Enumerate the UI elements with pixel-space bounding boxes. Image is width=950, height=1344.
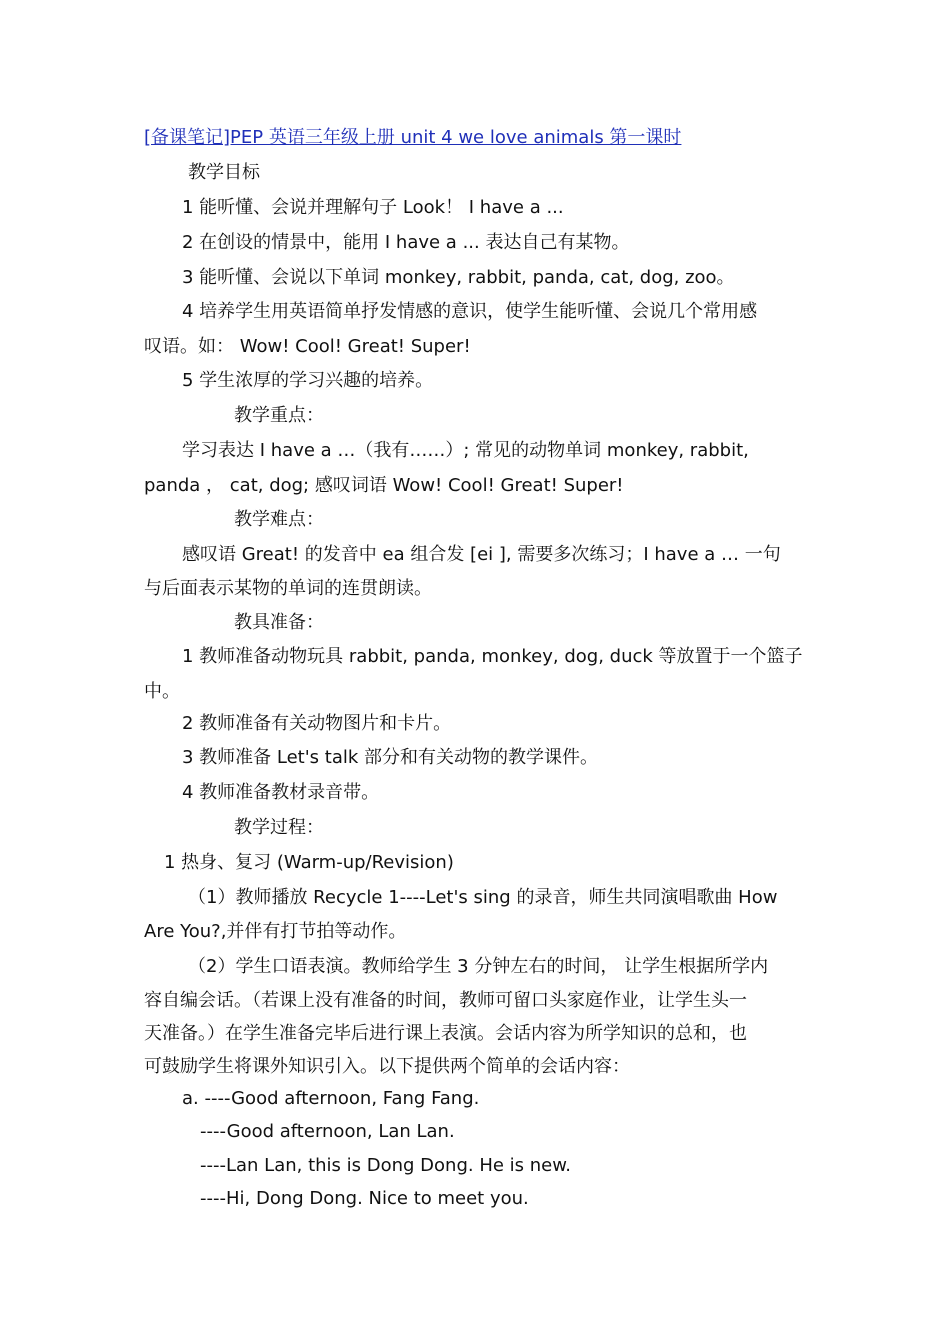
dialogue-line: ----Good afternoon, Lan Lan. xyxy=(200,1121,455,1142)
section-heading-process: 教学过程： xyxy=(234,817,324,838)
material-line: 中。 xyxy=(144,681,180,702)
difficulty-line: 感叹语 Great! 的发音中 ea 组合发 [ei ], 需要多次练习；I have a … 一句 xyxy=(182,544,781,565)
process-line: （2）学生口语表演。教师给学生 3 分钟左右的时间， 让学生根据所学内 xyxy=(188,956,769,977)
dialogue-line: ----Lan Lan, this is Dong Dong. He is new. xyxy=(200,1155,572,1176)
difficulty-line: 与后面表示某物的单词的连贯朗读。 xyxy=(144,578,432,599)
objective-line: 叹语。如： Wow! Cool! Great! Super! xyxy=(144,336,471,357)
dialogue-line: ----Hi, Dong Dong. Nice to meet you. xyxy=(200,1188,529,1209)
dialogue-line: a. ----Good afternoon, Fang Fang. xyxy=(182,1088,480,1109)
process-line: （1）教师播放 Recycle 1----Let's sing 的录音，师生共同演唱歌曲 How xyxy=(188,887,778,908)
objective-line: 5 学生浓厚的学习兴趣的培养。 xyxy=(182,370,434,391)
process-line: 容自编会话。（若课上没有准备的时间，教师可留口头家庭作业，让学生头一 xyxy=(144,990,747,1011)
material-line: 2 教师准备有关动物图片和卡片。 xyxy=(182,713,452,734)
objective-line: 4 培养学生用英语简单抒发情感的意识，使学生能听懂、会说几个常用感 xyxy=(182,301,758,322)
key-point-line: 学习表达 I have a …（我有……）; 常见的动物单词 monkey, rabbit, xyxy=(182,440,749,461)
process-line: 可鼓励学生将课外知识引入。以下提供两个简单的会话内容： xyxy=(144,1056,630,1077)
document-title-link[interactable]: [备课笔记]PEP 英语三年级上册 unit 4 we love animals 第一课时 xyxy=(144,127,682,148)
process-line: 1 热身、复习 (Warm-up/Revision) xyxy=(164,852,454,873)
objective-line: 3 能听懂、会说以下单词 monkey, rabbit, panda, cat, dog, zoo。 xyxy=(182,267,735,288)
material-line: 3 教师准备 Let's talk 部分和有关动物的教学课件。 xyxy=(182,747,599,768)
process-line: 天准备。）在学生准备完毕后进行课上表演。会话内容为所学知识的总和，也 xyxy=(144,1023,747,1044)
section-heading-key-points: 教学重点： xyxy=(234,405,324,426)
key-point-line: panda ， cat, dog; 感叹词语 Wow! Cool! Great! Super! xyxy=(144,475,624,496)
material-line: 4 教师准备教材录音带。 xyxy=(182,782,380,803)
section-heading-difficulties: 教学难点： xyxy=(234,509,324,530)
objective-line: 1 能听懂、会说并理解句子 Look！ I have a ... xyxy=(182,197,564,218)
section-heading-objectives: 教学目标 xyxy=(188,162,260,183)
process-line: Are You?,并伴有打节拍等动作。 xyxy=(144,921,407,942)
material-line: 1 教师准备动物玩具 rabbit, panda, monkey, dog, duck 等放置于一个篮子 xyxy=(182,646,803,667)
objective-line: 2 在创设的情景中，能用 I have a ... 表达自己有某物。 xyxy=(182,232,630,253)
section-heading-materials: 教具准备： xyxy=(234,612,324,633)
